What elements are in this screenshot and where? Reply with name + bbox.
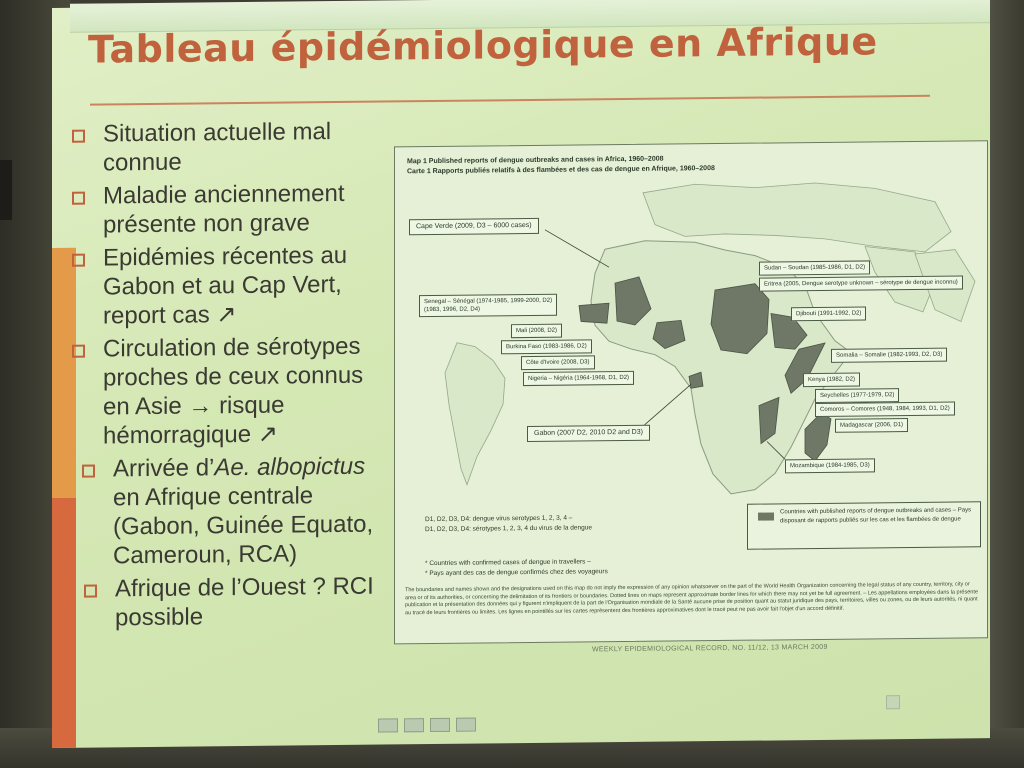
map-disclaimer: The boundaries and names shown and the designations used on this map do not imply the expression of any opinion whatsoever on the part of the World Health Organization concerning the legal status of any country, territory, city or area or of its authorities, or concerning the delimitation of its frontiers or boundaries. Dotted lines on maps represent approximate border lines for which there may not yet be full agreement. – Les appellations employées dans la présente publication et la présentation des données qui y figurent n'impliquent de la part de l'Organisation mondiale de la Santé aucune prise de position quant au statut juridique des pays, territoires, villes ou zones, ou de leurs autorités, ni quant au tracé de leurs frontières ou limites. Les lignes en pointillés sur les cartes représentent des frontières approximatives dont le tracé peut ne pas avoir fait l'objet d'un accord définitif. xyxy=(405,581,978,616)
bullet-square-icon xyxy=(72,130,85,143)
slide-title: Tableau épidémiologique en Afrique xyxy=(88,19,878,72)
label-sudan: Sudan – Soudan (1985-1986, D1, D2) xyxy=(759,260,870,275)
label-madagascar: Madagascar (2006, D1) xyxy=(835,418,908,433)
serotype-note xyxy=(425,513,592,535)
label-cote-divoire: Côte d'Ivoire (2008, D3) xyxy=(521,355,595,370)
bullet-square-icon xyxy=(84,585,97,598)
menu-icon[interactable] xyxy=(404,718,424,732)
madagascar-shape xyxy=(805,413,831,461)
map-source: WEEKLY EPIDEMIOLOGICAL RECORD, NO. 11/12, 13 MARCH 2009 xyxy=(592,643,828,654)
bullet-text: Afrique de l’Ouest ? RCI possible xyxy=(115,572,374,632)
bullet-text: Epidémies récentes au Gabon et au Cap Vert, report cas ↗ xyxy=(103,241,348,330)
projection-screen xyxy=(52,0,990,748)
prev-slide-icon[interactable] xyxy=(378,718,398,732)
bullet-text-post: en Afrique centrale (Gabon, Guinée Equato, Cameroun, RCA) xyxy=(113,482,374,570)
pen-icon[interactable] xyxy=(430,718,450,732)
legend-text: Countries with published reports of dengue outbreaks and cases – Pays disposant de rapports publiés sur les cas et les flambées de dengue xyxy=(780,507,972,525)
serotype-note-fr: D1, D2, D3, D4: sérotypes 1, 2, 3, 4 du virus de la dengue xyxy=(425,524,592,534)
label-senegal-line2: (1983, 1996, D2, D4) xyxy=(424,306,481,314)
bullet-item xyxy=(72,116,392,177)
map-title-en: Map 1 Published reports of dengue outbreaks and cases in Africa, 1960–2008 xyxy=(407,155,664,166)
species-name: Ae. albopictus xyxy=(214,452,366,482)
wall-object xyxy=(0,160,12,220)
bullet-item xyxy=(84,571,392,632)
next-slide-icon[interactable] xyxy=(456,718,476,732)
bullet-square-icon xyxy=(72,254,85,267)
bullet-square-icon xyxy=(72,345,85,358)
bullet-text xyxy=(113,451,392,570)
bullet-text: Circulation de sérotypes proches de ceux connus en Asie → risque hémorragique ↗ xyxy=(103,332,364,450)
serotype-note-en: D1, D2, D3, D4: dengue virus serotypes 1, 2, 3, 4 – xyxy=(425,514,573,524)
label-mali: Mali (2008, D2) xyxy=(511,324,562,339)
traveller-footnote xyxy=(425,557,608,579)
label-mozambique: Mozambique (1984-1985, D3) xyxy=(785,458,875,473)
bullet-text-pre: Arrivée d’ xyxy=(113,454,215,483)
map-title-fr: Carte 1 Rapports publiés relatifs à des flambées et des cas de dengue en Afrique, 1960–2008 xyxy=(407,165,715,176)
dengue-map-panel xyxy=(394,140,988,644)
map-legend xyxy=(747,501,981,549)
title-rule xyxy=(90,95,930,106)
label-burkina-faso: Burkina Faso (1983-1986, D2) xyxy=(501,339,592,354)
bullet-list xyxy=(72,116,392,636)
label-somalia: Somalia – Somalie (1982-1993, D2, D3) xyxy=(831,348,947,363)
legend-swatch xyxy=(758,512,774,520)
bullet-text: Maladie anciennement présente non grave xyxy=(103,179,345,239)
senegal-shape xyxy=(579,303,609,323)
bullet-item xyxy=(72,331,392,450)
footnote-en: * Countries with confirmed cases of dengue in travellers – xyxy=(425,558,591,568)
label-nigeria: Nigeria – Nigéria (1964-1968, D1, D2) xyxy=(523,371,634,386)
label-kenya: Kenya (1982, D2) xyxy=(803,373,860,388)
slide-corner-mark xyxy=(886,695,900,709)
bullet-square-icon xyxy=(82,465,95,478)
label-djibouti: Djibouti (1991-1992, D2) xyxy=(791,306,866,321)
south-america xyxy=(445,342,505,485)
bullet-item xyxy=(82,451,392,570)
bullet-text: Situation actuelle mal connue xyxy=(103,118,332,177)
wall-right xyxy=(984,0,1024,768)
label-gabon: Gabon (2007 D2, 2010 D2 and D3) xyxy=(527,425,650,442)
bullet-item xyxy=(72,240,392,330)
label-comoros: Comoros – Comores (1948, 1984, 1993, D1, D2) xyxy=(815,402,955,417)
label-senegal-line1: Senegal – Sénégal (1974-1985, 1999-2000, D2) xyxy=(424,297,553,306)
bullet-item xyxy=(72,178,392,239)
label-seychelles: Seychelles (1977-1979, D2) xyxy=(815,388,899,403)
bullet-square-icon xyxy=(72,192,85,205)
label-senegal xyxy=(419,294,557,317)
label-eritrea: Eritrea (2005, Dengue serotype unknown – sérotype de dengue inconnu) xyxy=(759,275,963,291)
slide-nav-controls[interactable] xyxy=(378,718,476,733)
label-cape-verde: Cape Verde (2009, D3 – 6000 cases) xyxy=(409,218,539,235)
footnote-fr: * Pays ayant des cas de dengue confirmés chez des voyageurs xyxy=(425,568,608,578)
